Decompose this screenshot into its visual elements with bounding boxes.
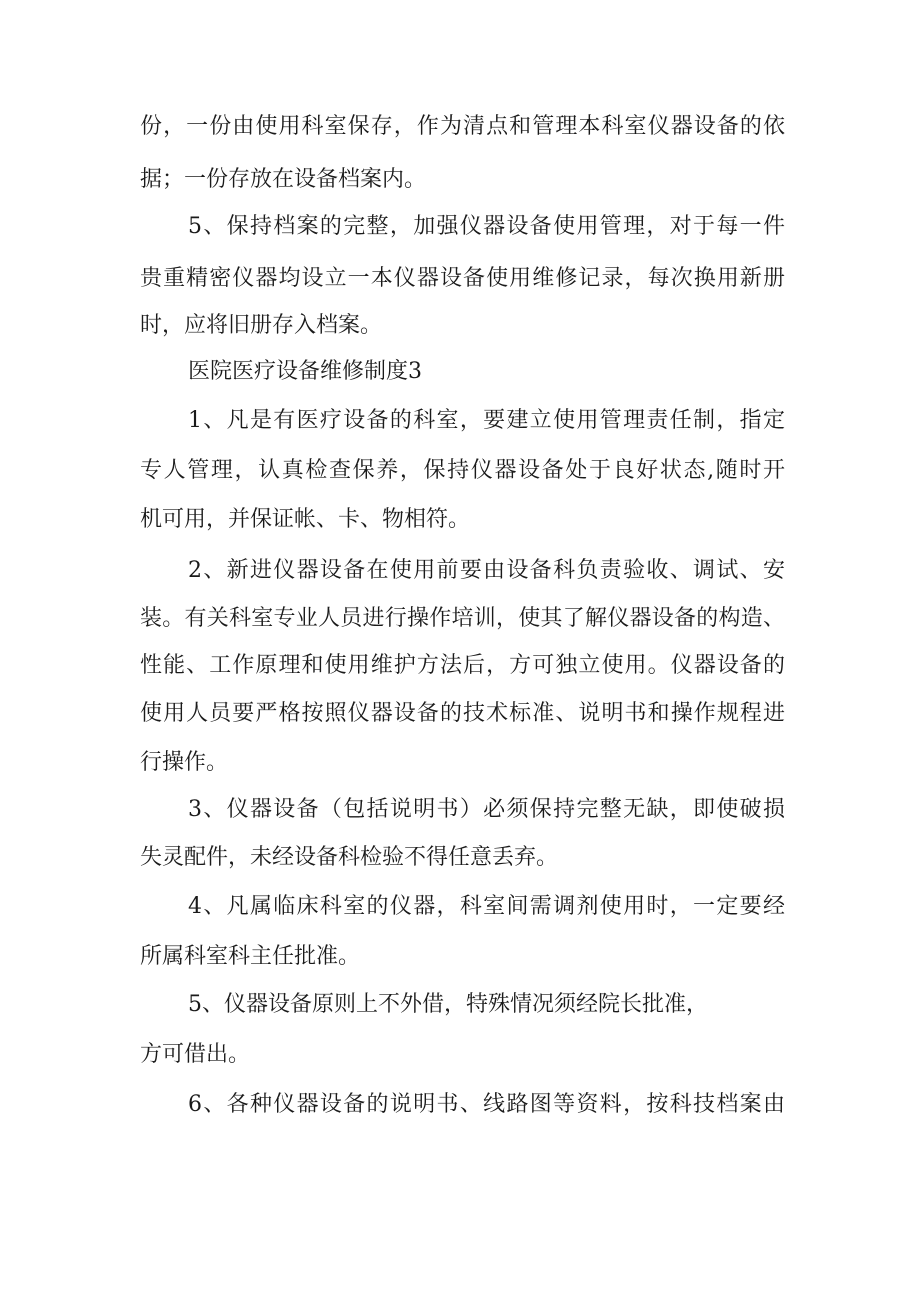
paragraph-line: 1、凡是有医疗设备的科室，要建立使用管理责任制，指定 <box>188 408 785 433</box>
paragraph-line: 5、仪器设备原则上不外借，特殊情况须经院长批准， <box>188 992 708 1017</box>
text-line: 据；一份存放在设备档案内。 <box>140 167 427 192</box>
text-line: 所属科室科主任批准。 <box>140 944 361 969</box>
text-line: 行操作。 <box>140 750 229 775</box>
text-line: 贵重精密仪器均设立一本仪器设备使用维修记录，每次换用新册 <box>140 266 785 291</box>
text-line: 使用人员要严格按照仪器设备的技术标准、说明书和操作规程进 <box>140 701 785 726</box>
text-line: 机可用，并保证帐、卡、物相符。 <box>140 507 471 532</box>
text-line: 失灵配件，未经设备科检验不得任意丢弃。 <box>140 845 559 870</box>
paragraph-line: 4、凡属临床科室的仪器，科室间需调剂使用时，一定要经 <box>188 894 785 919</box>
paragraph-line: 5、保持档案的完整，加强仪器设备使用管理，对于每一件 <box>188 214 785 239</box>
text-line: 性能、工作原理和使用维护方法后，方可独立使用。仪器设备的 <box>140 653 785 678</box>
paragraph-line: 6、各种仪器设备的说明书、线路图等资料，按科技档案由 <box>188 1092 785 1117</box>
paragraph-line: 2、新进仪器设备在使用前要由设备科负责验收、调试、安 <box>188 558 785 583</box>
text-line: 份，一份由使用科室保存，作为清点和管理本科室仪器设备的依 <box>140 114 785 139</box>
text-line: 专人管理，认真检查保养，保持仪器设备处于良好状态,随时开 <box>140 458 785 483</box>
text-line: 装。有关科室专业人员进行操作培训，使其了解仪器设备的构造、 <box>140 606 785 631</box>
section-title: 医院医疗设备维修制度3 <box>188 359 422 384</box>
text-line: 方可借出。 <box>140 1042 251 1067</box>
paragraph-line: 3、仪器设备（包括说明书）必须保持完整无缺，即使破损 <box>188 797 785 822</box>
text-line: 时，应将旧册存入档案。 <box>140 313 383 338</box>
